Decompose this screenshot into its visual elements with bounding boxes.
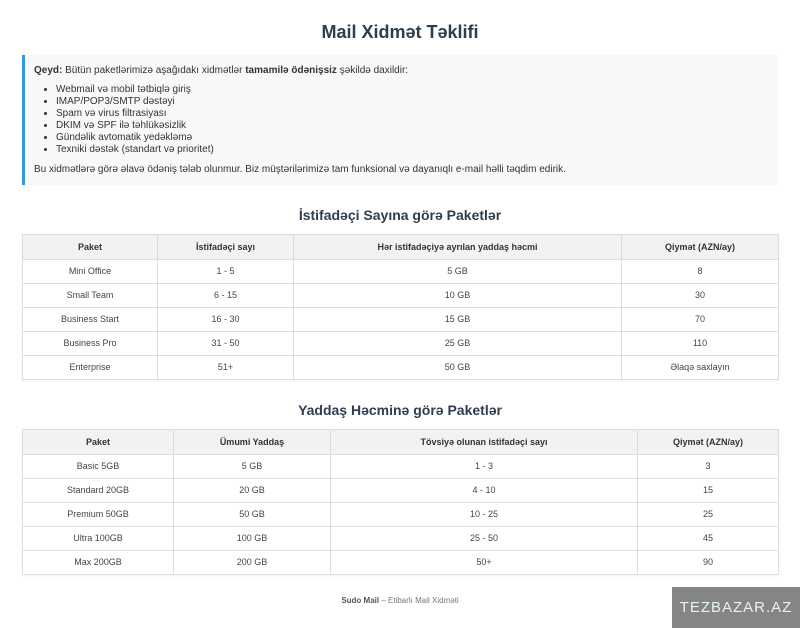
plan-name-cell: Premium 50GB <box>23 503 174 527</box>
plan-name-cell: Business Start <box>23 308 158 332</box>
column-header-total-storage: Ümumi Yaddaş <box>174 430 331 455</box>
column-header-package: Paket <box>23 235 158 260</box>
plan-row-small-team <box>23 284 779 308</box>
service-item-backup: • Gündəlik avtomatik yedəkləmə <box>56 132 768 144</box>
service-item-protocols: • IMAP/POP3/SMTP dəstəyi <box>56 96 768 108</box>
price-cell: 25 <box>638 503 779 527</box>
total-storage-cell: 5 GB <box>174 455 331 479</box>
price-cell: 3 <box>638 455 779 479</box>
plan-row-enterprise <box>23 356 779 380</box>
storage-plans-table <box>22 429 779 575</box>
plan-name-cell: Enterprise <box>23 356 158 380</box>
watermark: TEZBAZAR.AZ <box>672 587 800 628</box>
plan-name-cell: Basic 5GB <box>23 455 174 479</box>
total-storage-cell: 100 GB <box>174 527 331 551</box>
total-storage-cell: 20 GB <box>174 479 331 503</box>
user-count-cell: 6 - 15 <box>158 284 294 308</box>
plan-name-cell: Standard 20GB <box>23 479 174 503</box>
service-item-security: • DKIM və SPF ilə təhlükəsizlik <box>56 120 768 132</box>
plan-name-cell: Ultra 100GB <box>23 527 174 551</box>
price-cell: 70 <box>622 308 779 332</box>
recommended-users-cell: 10 - 25 <box>331 503 638 527</box>
included-services-list <box>34 84 768 156</box>
note-intro-emphasis: tamamilə ödənişsiz <box>245 65 337 76</box>
user-plans-table <box>22 234 779 380</box>
user-count-cell: 51+ <box>158 356 294 380</box>
note-label: Qeyd: <box>34 65 63 76</box>
footer-brand: Sudo Mail <box>341 596 380 605</box>
column-header-package: Paket <box>23 430 174 455</box>
plan-row-premium-50gb <box>23 503 779 527</box>
plan-name-cell: Small Team <box>23 284 158 308</box>
total-storage-cell: 200 GB <box>174 551 331 575</box>
page-footer <box>22 596 778 606</box>
recommended-users-cell: 25 - 50 <box>331 527 638 551</box>
free-services-note <box>22 55 778 185</box>
plan-name-cell: Max 200GB <box>23 551 174 575</box>
price-cell: 8 <box>622 260 779 284</box>
storage-per-user-cell: 10 GB <box>294 284 622 308</box>
page-title: Mail Xidmət Təklifi <box>321 22 479 42</box>
plan-row-ultra-100gb <box>23 527 779 551</box>
storage-per-user-cell: 50 GB <box>294 356 622 380</box>
plan-row-mini-office <box>23 260 779 284</box>
table-header-row <box>23 430 779 455</box>
plan-row-business-pro <box>23 332 779 356</box>
column-header-price: Qiymət (AZN/ay) <box>622 235 779 260</box>
price-cell: 15 <box>638 479 779 503</box>
column-header-storage-per-user: Hər istifadəçiyə ayrılan yaddaş həcmi <box>294 235 622 260</box>
user-count-cell: 31 - 50 <box>158 332 294 356</box>
recommended-users-cell: 50+ <box>331 551 638 575</box>
table-header-row <box>23 235 779 260</box>
column-header-recommended-users: Tövsiyə olunan istifadəçi sayı <box>331 430 638 455</box>
user-count-cell: 16 - 30 <box>158 308 294 332</box>
storage-per-user-cell: 15 GB <box>294 308 622 332</box>
storage-plans-heading: Yaddaş Həcminə görə Paketlər <box>298 402 502 418</box>
note-intro-text: Bütün paketlərimizə aşağıdakı xidmətlər <box>65 65 243 76</box>
plan-row-basic-5gb <box>23 455 779 479</box>
price-cell: Əlaqə saxlayın <box>622 356 779 380</box>
footer-tagline: – Etibarlı Mail Xidməti <box>381 596 459 605</box>
plan-row-max-200gb <box>23 551 779 575</box>
service-item-spam-filter: • Spam və virus filtrasiyası <box>56 108 768 120</box>
price-cell: 30 <box>622 284 779 308</box>
note-closing: Bu xidmətlərə görə əlavə ödəniş tələb olunmur. Biz müştərilərimizə tam funksional və dayanıqlı e-mail həlli təqdim edirik. <box>34 164 566 175</box>
user-plans-heading: İstifadəçi Sayına görə Paketlər <box>298 207 502 223</box>
plan-name-cell: Mini Office <box>23 260 158 284</box>
column-header-price: Qiymət (AZN/ay) <box>638 430 779 455</box>
recommended-users-cell: 4 - 10 <box>331 479 638 503</box>
price-cell: 45 <box>638 527 779 551</box>
service-item-support: • Texniki dəstək (standart və prioritet) <box>56 144 768 156</box>
plan-name-cell: Business Pro <box>23 332 158 356</box>
total-storage-cell: 50 GB <box>174 503 331 527</box>
storage-per-user-cell: 5 GB <box>294 260 622 284</box>
recommended-users-cell: 1 - 3 <box>331 455 638 479</box>
plan-row-standard-20gb <box>23 479 779 503</box>
service-item-webmail: • Webmail və mobil tətbiqlə giriş <box>56 84 768 96</box>
plan-row-business-start <box>23 308 779 332</box>
storage-per-user-cell: 25 GB <box>294 332 622 356</box>
price-cell: 110 <box>622 332 779 356</box>
note-intro <box>34 65 768 77</box>
price-cell: 90 <box>638 551 779 575</box>
note-intro-end: şəkildə daxildir: <box>339 65 409 76</box>
user-count-cell: 1 - 5 <box>158 260 294 284</box>
column-header-user-count: İstifadəçi sayı <box>158 235 294 260</box>
